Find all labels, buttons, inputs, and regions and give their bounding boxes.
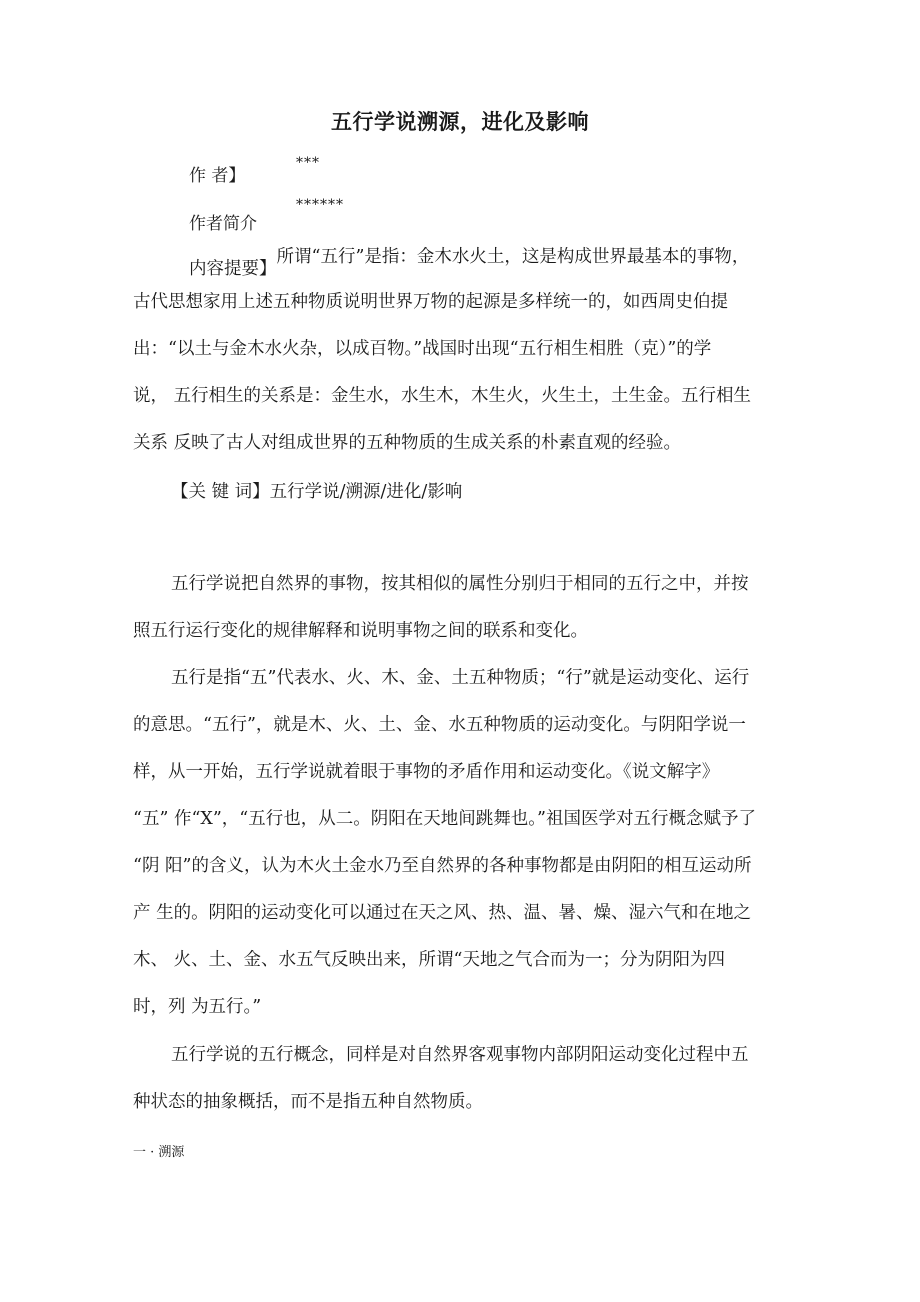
paragraph-line: 木、 火、土、金、水五气反映出来，所谓“天地之气合而为一；分为阴阳为四 — [133, 950, 726, 970]
abstract-first-line — [189, 243, 750, 279]
paragraph-line: “五” 作“X”，“五行也，从二。阴阳在天地间跳舞也。”祖国医学对五行概念赋予了 — [133, 809, 756, 829]
abstract-line: 古代思想家用上述五种物质说明世界万物的起源是多样统一的，如西周史伯提 — [133, 292, 728, 312]
author-value: *** — [296, 155, 320, 171]
paragraph-line: 五行学说的五行概念，同样是对自然界客观事物内部阴阳运动变化过程中五 — [171, 1045, 749, 1065]
paragraph-line: “阴 阳”的含义，认为木火土金水乃至自然界的各种事物都是由阴阳的相互运动所 — [133, 856, 752, 876]
abstract-line: 关系 反映了古人对组成世界的五种物质的生成关系的朴素直观的经验。 — [133, 433, 682, 453]
section-heading: 一 · 溯源 — [133, 1145, 185, 1160]
abstract-line: 说， 五行相生的关系是：金生水，水生木，木生火，火生土，土生金。五行相生 — [133, 386, 752, 406]
paragraph-line: 种状态的抽象概括，而不是指五种自然物质。 — [133, 1092, 483, 1112]
bio-label: 作者简介 — [189, 214, 257, 234]
bio-value: ****** — [296, 197, 344, 213]
paragraph-line: 照五行运行变化的规律解释和说明事物之间的联系和变化。 — [133, 621, 588, 641]
paragraph-line: 的意思。“五行”，就是木、火、土、金、水五种物质的运动变化。与阴阳学说一 — [133, 715, 746, 735]
author-label: 作 者】 — [189, 166, 246, 186]
document-title: 五行学说溯源，进化及影响 — [331, 110, 589, 134]
paragraph-line: 样，从一开始，五行学说就着眼于事物的矛盾作用和运动变化。《说文解字》 — [133, 762, 720, 782]
abstract-line: 所谓“五行”是指：金木水火土，这是构成世界最基本的事物， — [276, 247, 750, 267]
paragraph-line: 五行是指“五”代表水、火、木、金、土五种物质；“行”就是运动变化、运行 — [171, 668, 750, 688]
abstract-label: 内容提要】 — [189, 259, 277, 279]
abstract-line: 出：“以土与金木水火杂，以成百物。”战国时出现“五行相生相胜（克）”的学 — [133, 339, 712, 359]
body-paragraph-2 — [133, 655, 793, 1031]
body-paragraph-3 — [133, 1032, 793, 1126]
abstract-body — [133, 279, 793, 467]
paragraph-line: 时，列 为五行。” — [133, 997, 262, 1017]
paragraph-line: 产 生的。阴阳的运动变化可以通过在天之风、热、温、暑、燥、湿六气和在地之 — [133, 903, 752, 923]
keywords-line: 【关 键 词】五行学说/溯源/进化/影响 — [171, 482, 463, 502]
paragraph-line: 五行学说把自然界的事物，按其相似的属性分别归于相同的五行之中，并按 — [171, 574, 749, 594]
body-paragraph-1 — [133, 561, 793, 655]
